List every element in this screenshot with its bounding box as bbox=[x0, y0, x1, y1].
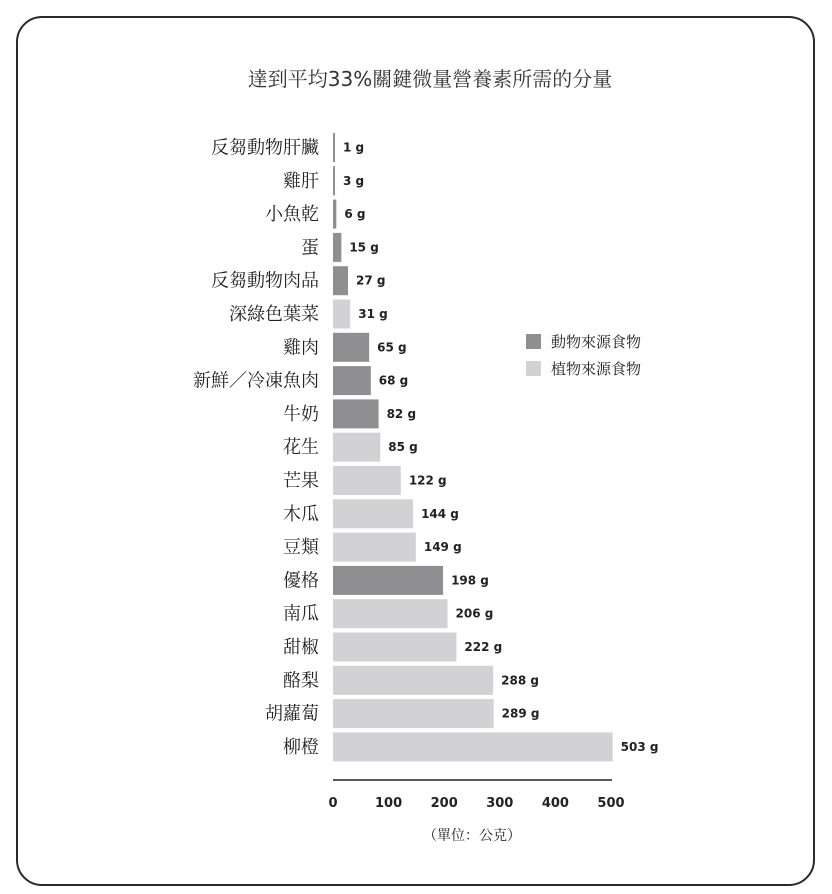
bar bbox=[333, 300, 350, 329]
category-label: 反芻動物肝臟 bbox=[211, 137, 319, 159]
category-label: 柳橙 bbox=[283, 736, 319, 758]
x-tick-label: 100 bbox=[375, 796, 403, 811]
legend bbox=[526, 333, 641, 378]
category-label: 牛奶 bbox=[283, 403, 319, 425]
bar bbox=[333, 566, 443, 595]
value-label: 1 g bbox=[343, 140, 365, 155]
x-tick-label: 400 bbox=[541, 796, 569, 811]
legend-swatch bbox=[526, 361, 541, 376]
category-label: 雞肝 bbox=[283, 170, 319, 192]
value-label: 144 g bbox=[421, 506, 459, 521]
value-label: 31 g bbox=[358, 307, 388, 321]
value-label: 27 g bbox=[356, 273, 386, 288]
x-tick-label: 500 bbox=[597, 796, 625, 811]
value-label: 289 g bbox=[501, 706, 540, 721]
value-label: 82 g bbox=[386, 406, 417, 421]
category-label: 豆類 bbox=[283, 537, 319, 559]
bar bbox=[333, 200, 336, 229]
bar bbox=[333, 133, 335, 162]
bar bbox=[333, 699, 494, 728]
value-label: 3 g bbox=[343, 173, 365, 188]
legend-label: 植物來源食物 bbox=[551, 360, 642, 378]
category-label: 深綠色葉菜 bbox=[229, 304, 319, 325]
bar bbox=[333, 433, 380, 462]
value-label: 85 g bbox=[388, 440, 418, 455]
category-label: 反芻動物肉品 bbox=[211, 270, 319, 292]
x-axis-ticks bbox=[328, 796, 624, 811]
bar bbox=[333, 666, 493, 695]
legend-swatch bbox=[526, 334, 541, 349]
category-label: 酪梨 bbox=[283, 670, 319, 692]
bar bbox=[333, 366, 371, 395]
bar bbox=[333, 266, 348, 295]
category-label: 南瓜 bbox=[283, 603, 319, 625]
category-label: 蛋 bbox=[301, 237, 319, 259]
bar bbox=[333, 599, 448, 628]
bar bbox=[333, 166, 335, 195]
value-label: 68 g bbox=[378, 373, 409, 388]
value-label: 198 g bbox=[451, 573, 489, 588]
bar bbox=[333, 233, 341, 262]
category-label: 芒果 bbox=[283, 470, 319, 492]
category-label: 花生 bbox=[283, 437, 319, 459]
value-label: 503 g bbox=[620, 739, 659, 754]
bar bbox=[333, 633, 456, 662]
value-label: 206 g bbox=[455, 606, 494, 621]
category-label: 木瓜 bbox=[283, 503, 319, 525]
value-label: 149 g bbox=[423, 540, 462, 555]
chart-title: 達到平均33%關鍵微量營養素所需的分量 bbox=[247, 67, 613, 91]
category-label: 小魚乾 bbox=[265, 204, 319, 226]
bar bbox=[333, 499, 413, 528]
value-label: 65 g bbox=[377, 340, 407, 355]
value-label: 122 g bbox=[408, 473, 447, 488]
value-label: 288 g bbox=[501, 673, 539, 688]
bar bbox=[333, 466, 401, 495]
bars-group bbox=[193, 133, 658, 761]
category-label: 新鮮／冷凍魚肉 bbox=[193, 370, 319, 392]
bar bbox=[333, 533, 416, 562]
category-label: 胡蘿蔔 bbox=[265, 703, 319, 725]
bar bbox=[333, 333, 369, 362]
value-label: 15 g bbox=[349, 240, 379, 255]
value-label: 6 g bbox=[344, 207, 366, 222]
bar bbox=[333, 732, 613, 761]
x-tick-label: 300 bbox=[486, 796, 514, 811]
category-label: 雞肉 bbox=[283, 337, 319, 359]
legend-label: 動物來源食物 bbox=[551, 333, 642, 351]
bar bbox=[333, 399, 379, 428]
x-tick-label: 200 bbox=[430, 796, 458, 811]
unit-label: （單位：公克） bbox=[423, 828, 521, 844]
x-tick-label: 0 bbox=[328, 796, 338, 811]
value-label: 222 g bbox=[464, 640, 503, 654]
category-label: 甜椒 bbox=[283, 637, 319, 658]
category-label: 優格 bbox=[283, 570, 319, 592]
